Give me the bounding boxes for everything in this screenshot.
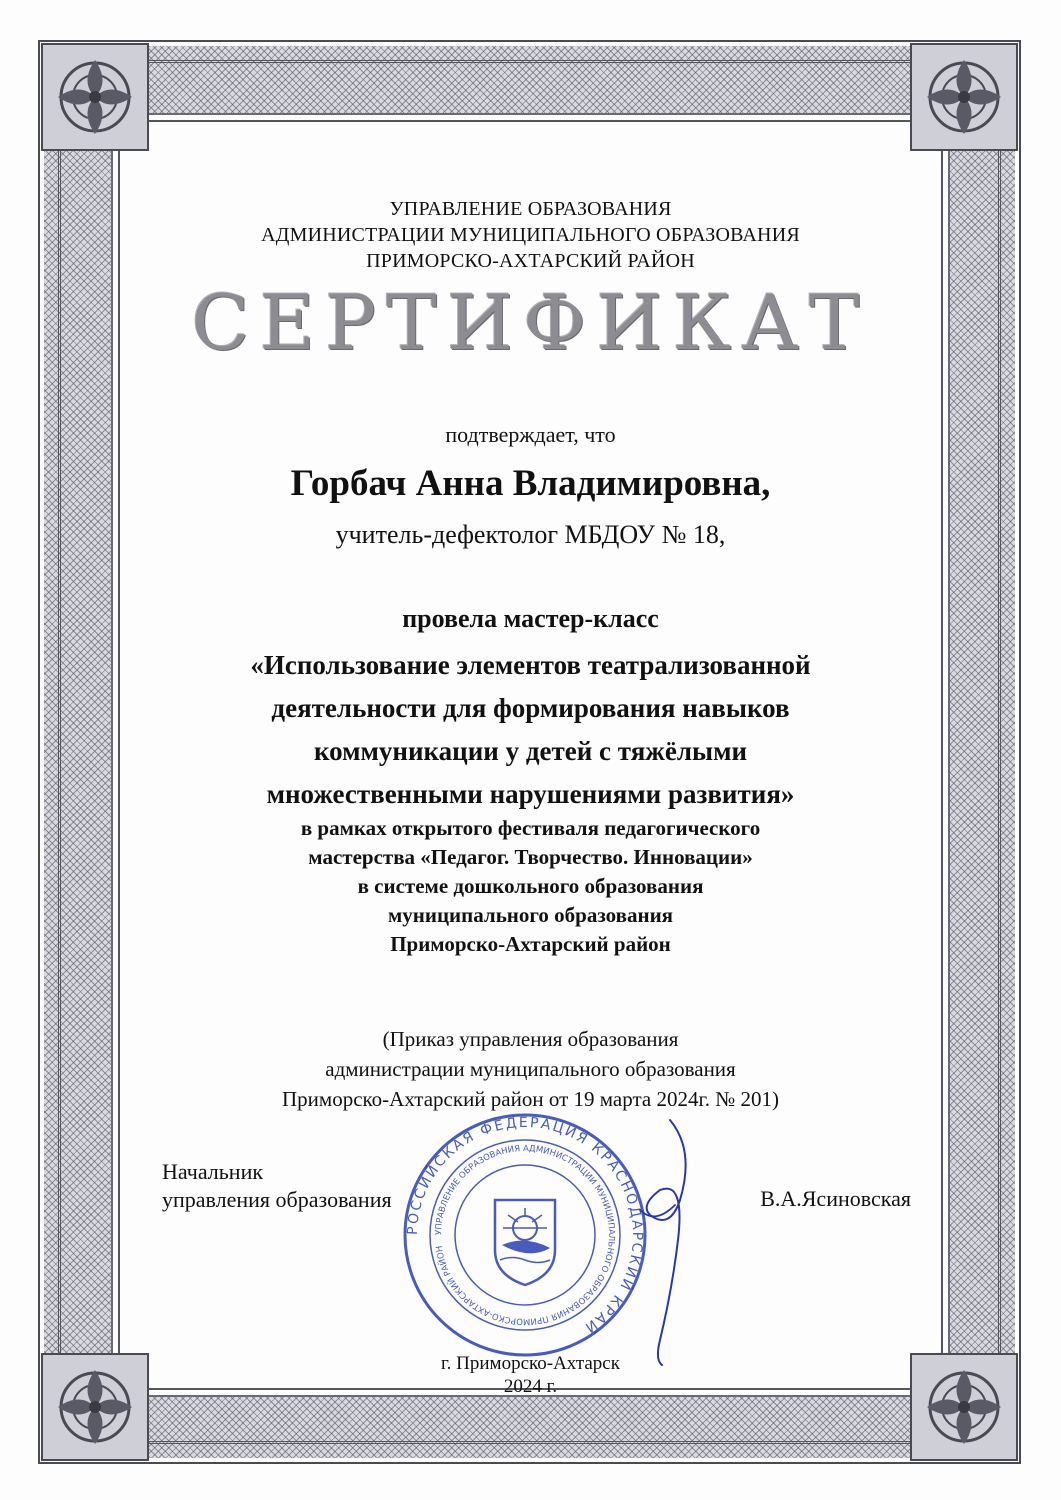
handwritten-signature: [600, 1110, 720, 1370]
order-line: администрации муниципального образования: [325, 1057, 736, 1081]
confirms-text: подтверждает, что: [445, 422, 616, 447]
issuer-line: УПРАВЛЕНИЕ ОБРАЗОВАНИЯ: [389, 198, 672, 220]
issuer-line: ПРИМОРСКО-АХТАРСКИЙ РАЙОН: [366, 250, 695, 272]
theme-line: множественными нарушениями развития»: [266, 779, 795, 809]
signatory-title-line: управления образования: [162, 1187, 392, 1212]
corner-ornament-icon: [909, 42, 1019, 152]
action-text: провела мастер-класс: [402, 604, 659, 633]
issuer-header: [130, 196, 931, 274]
seal-inner-text: УПРАВЛЕНИЕ ОБРАЗОВАНИЯ АДМИНИСТРАЦИИ МУНИЦИПАЛЬНОГО ОБРАЗОВАНИЯ ПРИМОРСКО-АХТАРСКИЙ РАЙОН: [433, 1143, 617, 1327]
signatory-name: В.А.Ясиновская: [760, 1186, 911, 1211]
festival-line: Приморско-Ахтарский район: [390, 932, 671, 956]
year-text: 2024 г.: [503, 1376, 558, 1397]
order-reference: [130, 1024, 931, 1114]
festival-line: в рамках открытого фестиваля педагогического: [300, 816, 761, 840]
master-class-theme: [130, 644, 931, 816]
signatory-title-line: Начальник: [162, 1159, 264, 1184]
theme-line: коммуникации у детей с тяжёлыми: [313, 736, 748, 766]
svg-text:УПРАВЛЕНИЕ ОБРАЗОВАНИЯ АДМИНИС: [434, 1144, 616, 1326]
festival-line: мастерства «Педагог. Творчество. Инновации»: [308, 845, 753, 869]
city-text: г. Приморско-Ахтарск: [441, 1353, 620, 1374]
place-and-year: [130, 1352, 931, 1398]
theme-line: деятельности для формирования навыков: [271, 693, 790, 723]
order-line: Приморско-Ахтарский район от 19 марта 2024г. № 201): [282, 1087, 779, 1111]
festival-line: в системе дошкольного образования: [357, 874, 704, 898]
festival-description: [130, 814, 931, 959]
corner-ornament-icon: [40, 42, 150, 152]
recipient-position: учитель-дефектолог МБДОУ № 18,: [335, 520, 726, 549]
issuer-line: АДМИНИСТРАЦИИ МУНИЦИПАЛЬНОГО ОБРАЗОВАНИЯ: [261, 224, 800, 246]
order-line: (Приказ управления образования: [382, 1027, 679, 1051]
signatory-title: [162, 1158, 392, 1214]
recipient-name: Горбач Анна Владимировна,: [290, 463, 771, 504]
theme-line: «Использование элементов театрализованной: [250, 650, 811, 680]
certificate-title: СЕРТИФИКАТ: [191, 278, 870, 367]
festival-line: муниципального образования: [387, 903, 674, 927]
seal-outer-text: РОССИЙСКАЯ ФЕДЕРАЦИЯ КРАСНОДАРСКИЙ КРАЙ: [404, 1114, 646, 1337]
